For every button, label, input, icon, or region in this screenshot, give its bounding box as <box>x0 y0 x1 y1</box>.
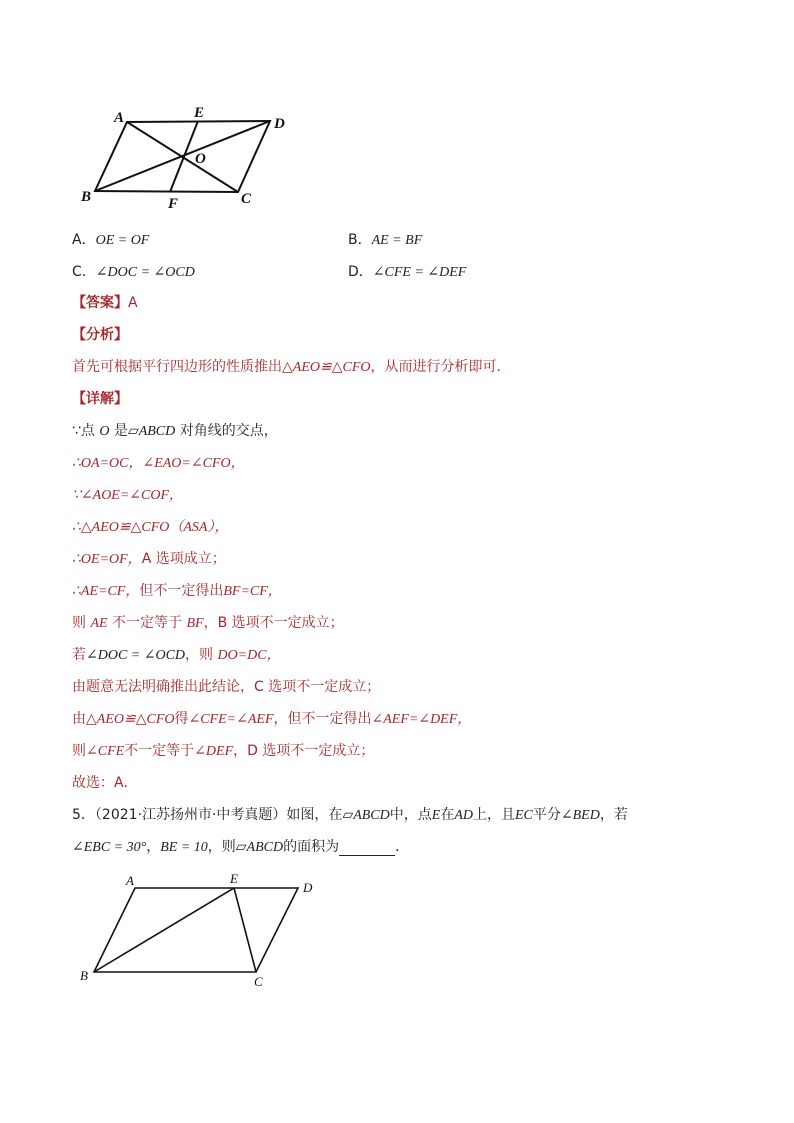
answer-blank[interactable] <box>339 841 395 856</box>
q5-t4: 平分 <box>532 807 561 823</box>
detail-1e: 对角线的交点， <box>175 423 278 439</box>
q5-l2-t3: 的面积为 <box>283 839 340 855</box>
detail-10f: ∠AEF=∠DEF， <box>371 712 472 727</box>
q5-l2-t1: ， <box>146 839 161 855</box>
option-c <box>72 261 195 281</box>
label-b-2: B <box>80 968 88 983</box>
parallelogram-abcd-2 <box>94 888 298 972</box>
detail-10d: ∠CFE=∠AEF <box>188 712 274 727</box>
option-b-expr: AE = BF <box>371 233 423 248</box>
detail-8a: 若 <box>72 647 86 663</box>
label-c-2: C <box>254 974 263 989</box>
figure-parallelogram-2 <box>74 868 324 994</box>
label-o: O <box>195 151 206 167</box>
analysis-text <box>72 356 510 376</box>
label-e: E <box>194 105 205 121</box>
detail-line-7 <box>72 612 344 632</box>
detail-7e: ，B 选项不一定成立； <box>203 615 344 631</box>
question-5-line-2 <box>72 836 409 856</box>
analysis-pre: 首先可根据平行四边形的性质推出 <box>72 359 282 375</box>
label-c: C <box>241 191 252 207</box>
option-d-expr: ∠CFE = ∠DEF <box>372 265 467 280</box>
label-a: A <box>114 110 125 126</box>
detail-line-4: ∴△AEO≌△CFO（ASA）， <box>72 520 229 535</box>
detail-line-5 <box>72 548 226 568</box>
detail-1a: ∵点 <box>72 423 100 439</box>
option-b-key: B． <box>348 232 372 248</box>
detail-7a: 则 <box>72 615 91 631</box>
detail-8c: ，则 <box>185 647 218 663</box>
detail-6a: ∴AE=CF， <box>72 584 140 599</box>
segment-ef <box>170 121 198 192</box>
q5-e4: EC <box>515 808 533 823</box>
label-a-2: A <box>126 873 134 888</box>
label-d-2: D <box>303 880 313 895</box>
analysis-post: ，从而进行分析即可． <box>370 359 511 375</box>
detail-7c: 不一定等于 <box>107 615 187 631</box>
option-a <box>72 229 149 249</box>
detail-1c: 是 <box>109 423 128 439</box>
detail-line-11 <box>72 740 374 760</box>
option-d <box>348 261 466 281</box>
q5-t2: 在 <box>440 807 455 823</box>
detail-11b: ∠CFE <box>86 744 125 759</box>
q5-e1: ▱ABCD <box>342 808 390 823</box>
q5-t1: 中，点 <box>389 807 432 823</box>
detail-8d: DO=DC， <box>217 648 281 663</box>
answer-line <box>72 292 138 312</box>
detail-line-9: 由题意无法明确推出此结论，C 选项不一定成立； <box>72 679 381 695</box>
q5-l2-e2: BE = 10 <box>160 840 208 855</box>
option-c-expr: ∠DOC = ∠OCD <box>95 265 195 280</box>
q5-l2-t4: ． <box>395 839 410 855</box>
answer-value: A <box>128 295 138 311</box>
detail-tag: 【详解】 <box>72 391 128 407</box>
detail-6b: 但不一定得出 <box>139 583 224 599</box>
detail-10b: △AEO≌△CFO <box>86 712 175 727</box>
q5-e2: E <box>431 808 441 823</box>
option-a-key: A． <box>72 232 96 248</box>
detail-line-2: ∴OA=OC，∠EAO=∠CFO， <box>72 456 245 471</box>
detail-11d: ∠DEF <box>194 744 234 759</box>
option-d-key: D． <box>348 264 373 280</box>
detail-7b: AE <box>90 616 108 631</box>
detail-10c: 得 <box>174 711 189 727</box>
q5-t5: ，若 <box>599 807 628 823</box>
label-f: F <box>168 196 179 212</box>
label-e-2: E <box>230 871 238 886</box>
label-d: D <box>274 116 285 132</box>
detail-line-1 <box>72 420 278 440</box>
detail-6c: BF=CF， <box>223 584 282 599</box>
label-b: B <box>81 189 92 205</box>
q5-e3: AD <box>454 808 473 823</box>
q5-num: 5．（2021·江苏扬州市·中考真题）如图，在 <box>72 807 343 823</box>
detail-11a: 则 <box>72 743 86 759</box>
detail-10e: ，但不一定得出 <box>273 711 372 727</box>
detail-line-3: ∵∠AOE=∠COF， <box>72 488 184 503</box>
analysis-expr: △AEO≌△CFO <box>282 360 371 375</box>
segment-ec <box>234 888 256 972</box>
detail-8b: ∠DOC = ∠OCD <box>86 648 186 663</box>
q5-e5: ∠BED <box>560 808 600 823</box>
detail-1b: O <box>99 424 110 439</box>
question-5-line-1 <box>72 804 628 824</box>
q5-l2-t2: ，则 <box>207 839 236 855</box>
option-b <box>348 229 422 249</box>
detail-10a: 由 <box>72 711 86 727</box>
detail-line-8 <box>72 644 281 664</box>
option-a-expr: OE = OF <box>95 233 150 248</box>
detail-5b: A 选项成立； <box>141 551 226 567</box>
q5-t3: 上，且 <box>473 807 515 823</box>
detail-5a: ∴OE=OF， <box>72 552 142 567</box>
detail-11e: ，D 选项不一定成立； <box>233 743 375 759</box>
detail-7d: BF <box>186 616 204 631</box>
detail-1d: ▱ABCD <box>127 424 176 439</box>
detail-line-10 <box>72 708 471 728</box>
answer-tag: 【答案】 <box>72 295 128 311</box>
detail-11c: 不一定等于 <box>124 743 195 759</box>
q5-l2-e3: ▱ABCD <box>235 840 284 855</box>
analysis-tag: 【分析】 <box>72 327 128 343</box>
detail-line-6 <box>72 580 282 600</box>
q5-l2-e1: ∠EBC = 30° <box>72 840 147 855</box>
figure-parallelogram-1 <box>70 100 310 212</box>
option-c-key: C． <box>72 264 96 280</box>
detail-line-12: 故选：A． <box>72 775 138 791</box>
